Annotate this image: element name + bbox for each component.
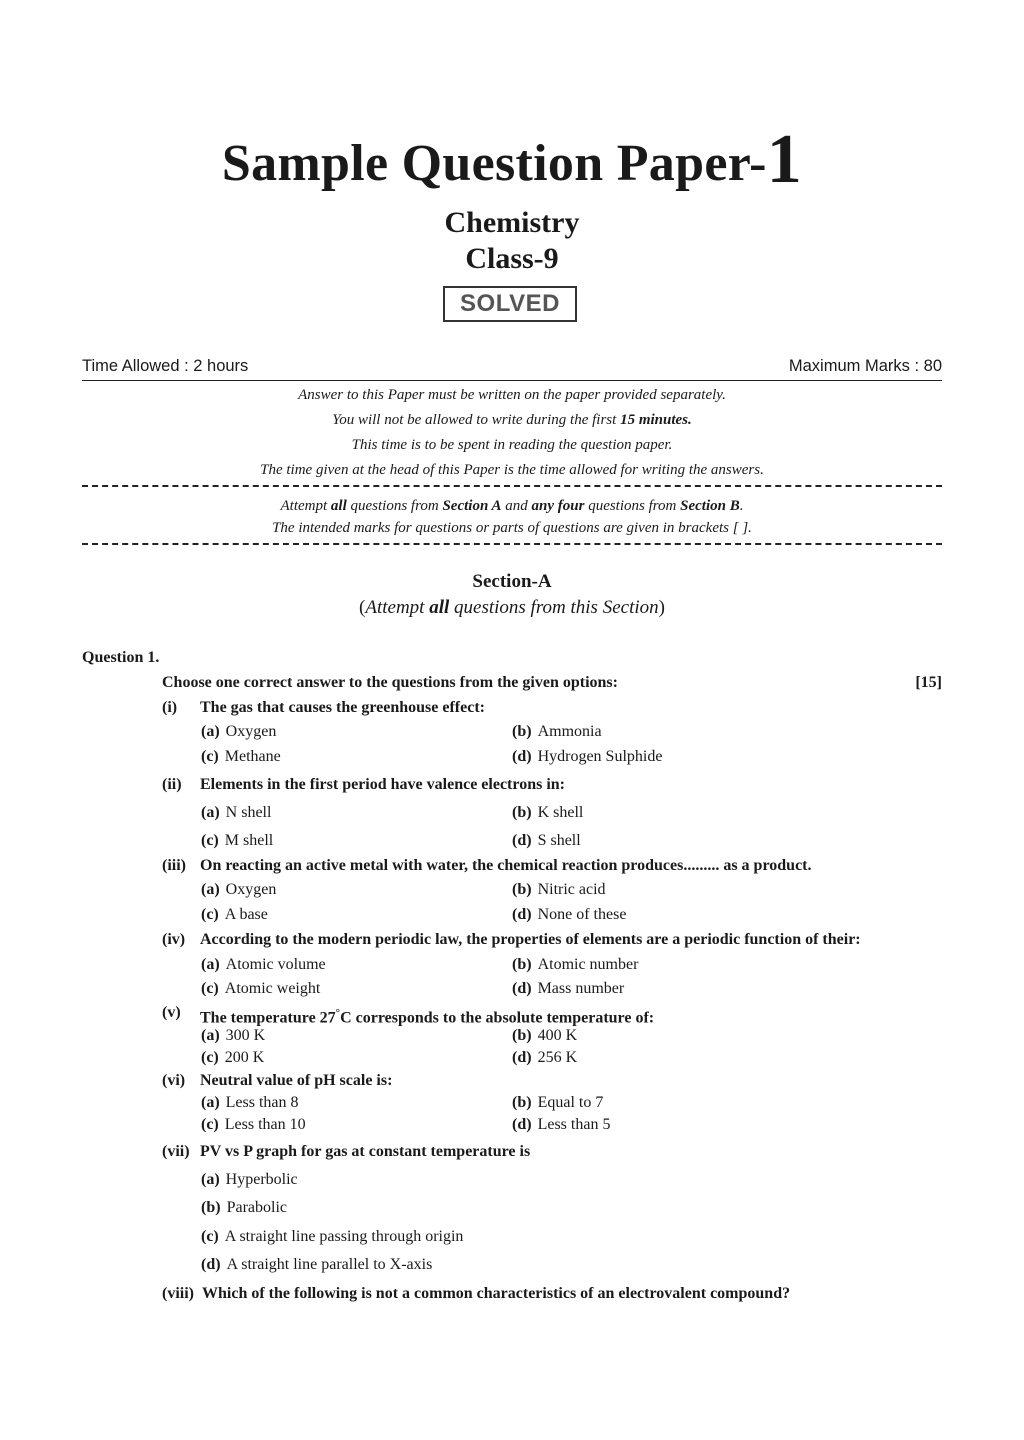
option-text: 400 K [537,1027,578,1044]
option-letter: (b) [512,881,532,898]
option-text: Ammonia [537,723,602,740]
solved-badge [443,286,577,322]
option-letter: (b) [201,1199,221,1216]
option-letter: (a) [201,881,220,898]
time-allowed: Time Allowed : 2 hours [82,357,249,375]
question-number: (v) [162,1004,181,1021]
option [512,1115,610,1135]
question-text: PV vs P graph for gas at constant temperature is [200,1143,531,1160]
question-text-part: C corresponds to the absolute temperature of: [340,1009,655,1027]
question-text: Elements in the first period have valence electrons in: [200,776,565,793]
option [201,1198,287,1218]
question-text: On reacting an active metal with water, the chemical reaction produces......... as a product. [200,857,812,874]
instruction-text: You will not be allowed to write during the first [332,412,621,428]
header-rule [82,380,942,381]
maximum-marks: Maximum Marks : 80 [788,357,942,375]
instruction-text: Attempt [280,498,331,514]
option [512,1048,577,1068]
option-text: 256 K [537,1049,578,1066]
option [512,905,626,925]
option [201,1170,298,1190]
question-text: According to the modern periodic law, the properties of elements are a periodic function of their: [200,931,861,948]
option [201,1026,265,1046]
degree-symbol: ° [335,1007,341,1019]
option [201,1093,299,1113]
option [512,747,662,767]
option-letter: (d) [512,906,532,923]
class-heading: Class-9 [465,242,559,275]
option [201,1227,463,1247]
option-text: Oxygen [225,881,277,898]
paper-title [0,121,1024,198]
option-text: None of these [537,906,627,923]
question-text-part: The temperature 27 [200,1009,336,1027]
option [512,803,583,823]
option-letter: (a) [201,1094,220,1111]
question-text: Neutral value of pH scale is: [200,1072,393,1089]
option-letter: (a) [201,1171,220,1188]
option-text: Atomic volume [225,956,326,973]
option-letter: (d) [512,1116,532,1133]
option [512,722,602,742]
question-instruction: Choose one correct answer to the questions from the given options: [162,674,618,691]
option [201,1048,264,1068]
option-text: N shell [225,804,272,821]
option [201,722,276,742]
option-text: Hydrogen Sulphide [537,748,663,765]
instruction-line: The time given at the head of this Paper is the time allowed for writing the answers. [260,462,764,478]
instruction-emphasis: Section B [680,498,740,514]
instruction-text: questions from [584,498,681,514]
subject-heading: Chemistry [444,206,580,239]
option [512,1093,603,1113]
solved-badge-label: SOLVED [448,291,572,317]
instruction-line: The intended marks for questions or parts of questions are given in brackets [ ]. [272,520,752,536]
option-letter: (b) [512,804,532,821]
option-letter: (b) [512,956,532,973]
option [201,880,276,900]
option-letter: (a) [201,956,220,973]
option-letter: (a) [201,1027,220,1044]
option-text: Mass number [537,980,625,997]
question-text: Which of the following is not a common characteristics of an electrovalent compound? [202,1285,791,1302]
option-text: A base [224,906,268,923]
option-letter: (d) [201,1256,221,1273]
option-letter: (c) [201,1116,219,1133]
option-letter: (b) [512,1094,532,1111]
instruction-text: questions from [346,498,443,514]
option-letter: (c) [201,906,219,923]
instruction-line [82,408,942,432]
option-text: 200 K [224,1049,265,1066]
question-marks: [15] [915,674,942,691]
option-letter: (c) [201,980,219,997]
option-letter: (d) [512,980,532,997]
option [201,979,320,999]
option [512,1026,577,1046]
option-letter: (b) [512,723,532,740]
option-letter: (a) [201,804,220,821]
option-text: Less than 10 [224,1116,306,1133]
instruction-text: . [739,498,744,514]
option-text: Atomic number [537,956,639,973]
option [512,831,581,851]
dashed-divider [82,543,942,545]
option-text: Hyperbolic [225,1171,298,1188]
section-subtitle-text: Attempt [365,597,430,618]
option-letter: (d) [512,832,532,849]
option-text: Methane [224,748,281,765]
option [201,905,268,925]
question-number: (ii) [162,776,182,793]
instruction-line: This time is to be spent in reading the question paper. [351,437,673,453]
option [201,955,326,975]
instruction-emphasis: 15 minutes. [620,412,692,428]
section-subtitle-text: questions from this Section [449,597,659,618]
option [201,1115,306,1135]
option-letter: (c) [201,748,219,765]
paren: ( [359,597,366,618]
paren: ) [658,597,665,618]
option-text: A straight line parallel to X-axis [226,1256,433,1273]
paper-title-text: Sample Question Paper- [221,135,767,192]
option [201,831,273,851]
section-subtitle-emphasis: all [429,597,450,618]
section-subtitle [0,596,1024,620]
option-text: M shell [224,832,274,849]
question-number: (vii) [162,1143,190,1160]
paper-number: 1 [766,121,803,198]
question-number: (i) [162,699,178,716]
instruction-emphasis: Section A [442,498,502,514]
option-text: Less than 5 [537,1116,611,1133]
option-text: Atomic weight [224,980,321,997]
instruction-emphasis: all [330,498,347,514]
question-text [200,1003,654,1028]
option [512,880,606,900]
question-number: (viii) [162,1285,194,1302]
option-letter: (a) [201,723,220,740]
option-text: 300 K [225,1027,266,1044]
option [512,955,638,975]
option-text: Nitric acid [537,881,606,898]
instruction-emphasis: any four [531,498,585,514]
dashed-divider [82,485,942,487]
option-text: S shell [537,832,581,849]
question-text: The gas that causes the greenhouse effect: [200,699,485,716]
instruction-text: and [501,498,532,514]
option-letter: (c) [201,1049,219,1066]
option-text: Less than 8 [225,1094,299,1111]
option [512,979,624,999]
option-text: Oxygen [225,723,277,740]
instruction-line [82,494,942,518]
question-number: (iv) [162,931,186,948]
option-text: Equal to 7 [537,1094,604,1111]
option-text: A straight line passing through origin [224,1228,464,1245]
question-number: (iii) [162,857,186,874]
question-label: Question 1. [82,649,160,666]
option-text: K shell [537,804,584,821]
question-number: (vi) [162,1072,186,1089]
option-letter: (b) [512,1027,532,1044]
option-letter: (c) [201,1228,219,1245]
option-text: Parabolic [226,1199,287,1216]
option-letter: (c) [201,832,219,849]
instruction-line: Answer to this Paper must be written on the paper provided separately. [298,387,726,403]
option-letter: (d) [512,1049,532,1066]
section-title: Section-A [472,571,552,592]
option [201,747,281,767]
option [201,803,271,823]
option [201,1255,432,1275]
option-letter: (d) [512,748,532,765]
